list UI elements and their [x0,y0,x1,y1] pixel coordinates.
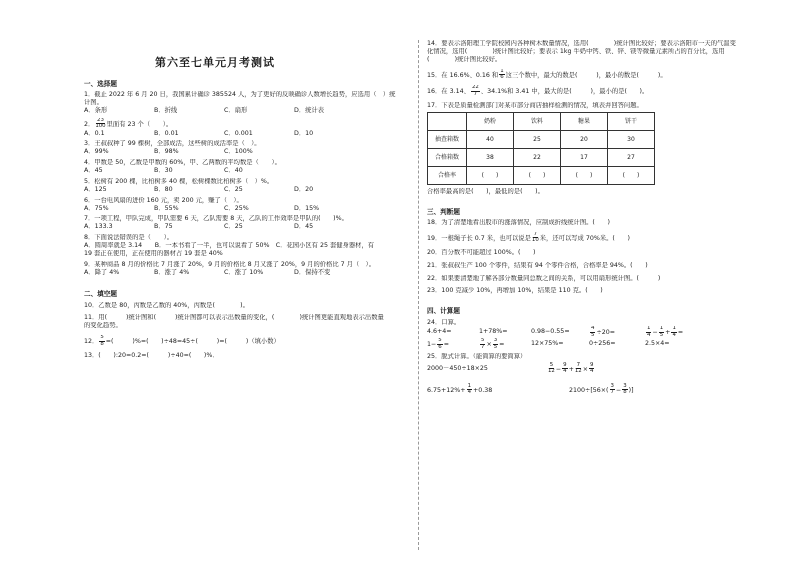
section-fill-heading: 二、填空题 [84,290,117,299]
table-header-row [428,113,655,131]
table-header: 奶粉 [467,113,514,131]
question-21: 21．张叔叔生产 100 个零件，结果有 94 个零件合格，合格率是 94%。( ) [427,261,648,269]
question-1-cont: 计图。 [84,99,103,107]
question-11: 11．用( )统计图和( )统计图都可以表示出数量的变化，( )统计图更能直观地表示出数量 [84,314,384,322]
table-cell: 25 [514,131,561,149]
table-corner [428,113,467,131]
question-1: 1．截止 2022 年 6 月 20 日，我国累计确诊 385524 人，为了更好的反映确诊人数增长趋势，应选用（ ）统 [84,91,396,99]
section-calc-heading: 四、计算题 [427,307,460,316]
question-14-cont: 化情况，选用( )统计图比较好；要表示 1kg 牛奶中钙、铁、锌、镁等微量元素所占的百分比，选用 [427,47,725,55]
question-6-options [84,205,409,213]
answer-cell[interactable]: ( ) [467,167,514,185]
option-b[interactable]: B．30 [154,167,173,175]
question-11-cont: 的变化趋势。 [84,322,122,330]
table-cell: 17 [561,149,608,167]
option-d[interactable]: D．10 [294,129,314,137]
option-d[interactable]: D．统计表 [294,106,325,114]
fraction: $\frac{1}{6}$ [500,68,504,80]
question-3-options [84,148,409,156]
row-label: 合格箱数 [428,149,467,167]
column-divider [418,40,419,550]
table-row [428,167,655,185]
option-c[interactable]: C．40 [224,167,243,175]
question-20: 20．百分数不可能超过 100%。( ) [427,248,536,256]
question-23: 23．100 克减少 10%，再增加 10%，结果是 110 克。( ) [427,287,603,295]
oral-row-1: 4.6+4= 1+78%= 0.98−0.55= $\frac{4}{5}$ ÷20= $\frac{1}{4}$ − $\frac{1}{5}$ + $\frac{1}{4}$ = [427,326,684,338]
question-1-options [84,107,409,115]
question-10: 10．乙数是 80，丙数是乙数的 40%，丙数是( )。 [84,301,249,309]
question-7: 7．一项工程，甲队完成，甲队需要 6 天，乙队需要 8 天，乙队的工作效率是甲队的( )%。 [84,215,348,223]
option-c[interactable]: C．0.001 [224,129,253,137]
option-b[interactable]: B．折线 [154,106,178,114]
option-a[interactable]: A．45 [84,167,103,175]
option-d[interactable]: D．15% [294,204,320,212]
option-c[interactable]: C．25 [224,185,243,193]
table-cell: 27 [608,149,655,167]
calc-row-1: 2000－450÷18×25 $\frac{5}{12}$ − $\frac{9}{4}$ + $\frac{7}{12}$ × $\frac{9}{4}$ [427,361,594,375]
question-15: 15．在 16.6%、0.16 和 $\frac{1}{6}$ 这三个数中，最大的数是( )，最小的数是( )。 [427,68,667,80]
left-column [84,80,409,360]
question-4: 4．甲数是 50，乙数是甲数的 60%，甲、乙两数的平均数是（ ）。 [84,159,281,167]
question-12: 12． $\frac{5}{8}$ =( )%=( )÷48=45÷( )=( )（填小数） [84,335,280,347]
question-4-options [84,167,409,175]
fraction: $\frac{5}{6}$ [438,338,442,350]
option-b[interactable]: B．98% [154,148,179,156]
fraction: $\frac{1}{4}$ [672,326,676,338]
option-c[interactable]: C．25% [224,204,249,212]
question-3: 3．王叔叔种了 99 棵树，全部成活，这些树的成活率是（ ）。 [84,140,261,148]
question-7-options [84,223,409,231]
question-22: 22．如果要清楚地了解各部分数量同总数之间的关系，可以用扇形统计图。( ) [427,274,661,282]
option-c[interactable]: C．扇形 [224,106,248,114]
option-b[interactable]: B．55% [154,204,179,212]
answer-cell[interactable]: ( ) [561,167,608,185]
table-cell: 22 [514,149,561,167]
table-cell: 38 [467,149,514,167]
question-2-options [84,130,409,138]
table-header: 饮料 [514,113,561,131]
page-title: 第六至七单元月考测试 [155,56,275,69]
question-14: 14．要表示洛阳理工学院校园内各种树木数量情况，选用( )统计图比较好；要表示洛阳市一天的气温变 [427,40,736,47]
fraction: $\frac{4}{5}$ [591,326,595,338]
question-5-options [84,186,409,194]
option-a[interactable]: A．0.1 [84,129,105,137]
row-label: 合格率 [428,167,467,185]
option-b[interactable]: B．0.01 [154,129,179,137]
question-6: 6．一台电风扇的进价 160 元，卖 200 元，赚了（ ）。 [84,196,243,204]
question-14-end: ( )统计图比较好。 [427,55,502,63]
option-d[interactable]: D．45 [294,223,314,231]
option-a[interactable]: A．133.3 [84,223,113,231]
question-2: 2． $\frac{23}{100}$ 里面有 23 个（ ）。 [84,117,173,130]
question-9: 9．某种商品 8 月的价格比 7 月涨了 20%，9 月的价格比 8 月又涨了 20%，9 月的价格比 7 月（ ）。 [84,260,375,268]
table-row [428,131,655,149]
quality-table [427,112,655,185]
answer-cell[interactable]: ( ) [608,167,655,185]
table-cell: 20 [561,131,608,149]
option-b[interactable]: B．涨了 4% [154,268,190,276]
option-b[interactable]: B．80 [154,185,173,193]
option-b[interactable]: B．75 [154,223,173,231]
option-d[interactable]: D．20 [294,185,314,193]
table-cell: 40 [467,131,514,149]
option-a[interactable]: A．条形 [84,106,108,114]
option-a[interactable]: A．降了 4% [84,268,120,276]
question-17: 17．下表是质量检测部门对某市部分商店抽样检测的情况，填表并回答问题。 [427,102,643,110]
section-judge-heading: 三、判断题 [427,207,460,216]
right-column [427,40,772,398]
question-24: 24．口算。 [427,318,461,326]
question-9-options [84,269,409,277]
option-c[interactable]: C．涨了 10% [224,268,264,276]
fraction: $\frac{1}{5}$ [659,326,664,338]
option-d[interactable]: D．保持不变 [294,268,331,276]
question-18: 18．为了清楚地看出股市的涨落情况，应制成折线统计图。( ) [427,219,610,227]
fraction: $\frac{22}{7}$ [471,85,479,97]
fraction: $\frac{1}{4}$ [647,326,651,338]
section-choice-heading: 一、选择题 [84,80,117,88]
question-8-options-cont: 19 套正在使用，正在使用的器材占 19 套是 40% [84,249,223,257]
oral-row-2: 1− $\frac{5}{6}$ = $\frac{5}{7}$ × $\frac{3}{5}$ = 12×75%= 0÷256= 2.5×4= [427,338,670,350]
question-13: 13．( ):20=0.2=( )÷40=( )%． [84,352,219,359]
question-5: 5．松树有 200 棵，比柏树多 40 棵，松树棵数比柏树多（ ）%。 [84,177,274,185]
fraction: $\frac{5}{8}$ [100,335,104,347]
option-a[interactable]: A．75% [84,204,109,212]
question-16: 16．在 3.14、 $\frac{22}{7}$ 、34.1%和 3.41 中，最大的是( )，最小的是( )。 [427,85,649,97]
table-row [428,149,655,167]
table-header: 糖果 [561,113,608,131]
table-header: 饼干 [608,113,655,131]
option-a[interactable]: A．99% [84,148,109,156]
fraction: $\frac{7}{10}$ [531,232,539,244]
calc-row-2: 6.75+12%+ $\frac{1}{4}$ +0.38 2100÷[56×( $\frac{3}{7}$ − $\frac{3}{8}$ )] [427,382,634,396]
question-25: 25．脱式计算。（能简算的要简算） [427,352,527,360]
option-a[interactable]: A．125 [84,185,107,193]
fraction: $\frac{5}{7}$ [481,338,485,350]
question-8-options: A．圆周率就是 3.14 B．一本书看了一半，也可以说看了 50% C．花园小区有 25 套健身器材，有 [84,241,375,249]
option-c[interactable]: C．25 [224,223,243,231]
question-8: 8．下面说法错误的是（ ）。 [84,234,174,242]
option-c[interactable]: C．100% [224,148,253,156]
answer-cell[interactable]: ( ) [514,167,561,185]
table-cell: 30 [608,131,655,149]
fraction: $\frac{23}{100}$ [95,117,106,130]
fraction: $\frac{3}{5}$ [493,338,498,350]
question-17-answer: 合格率最高的是( )，最低的是( )。 [427,188,544,196]
question-19: 19．一根绳子长 0.7 米，也可以说是 $\frac{7}{10}$ 米，还可以写成 70%米。( ) [427,232,630,244]
row-label: 抽查箱数 [428,131,467,149]
